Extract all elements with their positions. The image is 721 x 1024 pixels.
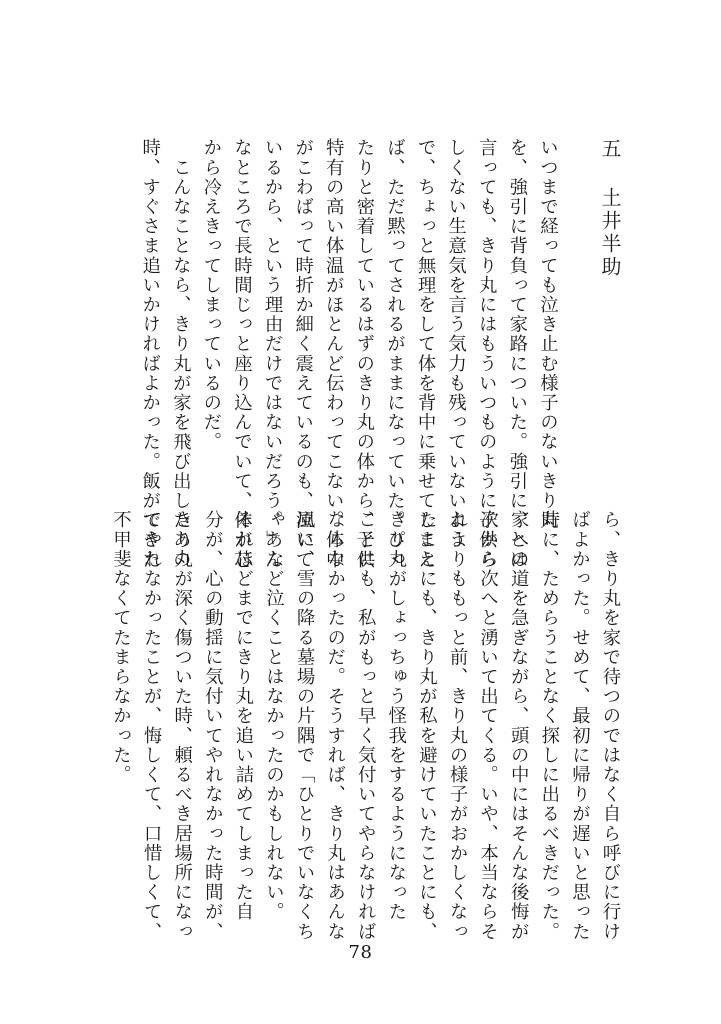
text-line: なところで長時間じっと座り込んでいて、体が芯: [231, 138, 253, 570]
text-line: きり丸がしょっちゅう怪我をするようになった: [385, 510, 407, 922]
upper-text-block: [134, 138, 625, 570]
text-line: 時に、ためらうことなく探しに出るべきだった。: [538, 510, 560, 942]
text-line: 風に、雪の降る墓場の片隅で「ひとりでいなくち: [294, 510, 316, 942]
text-line: ゃ」など泣くことはなかったのかもしれない。: [263, 510, 285, 922]
chapter-heading: [594, 138, 625, 508]
chapter-title: 土井半助: [598, 187, 622, 279]
text-line: ばよかった。せめて、最初に帰りが遅いと思った: [569, 510, 591, 942]
text-line: ば、ただ黙ってされるがままになっていた。ぴっ: [384, 138, 406, 570]
text-line: いつまで経っても泣き止む様子のないきり丸: [537, 138, 559, 530]
text-line: しくない生意気を言う気力も残っていないよう: [445, 138, 467, 550]
text-line: 家への道を急ぎながら、頭の中にはそんな後悔が: [508, 510, 530, 942]
text-line: きり丸が深く傷ついた時、頼るべき居場所になっ: [171, 510, 193, 942]
text-line: それほどまでにきり丸を追い詰めてしまった自: [232, 510, 254, 922]
text-line: ら、きり丸を家で待つのではなく自ら呼びに行け: [600, 510, 621, 942]
text-line: を、強引に背負って家路についた。強引に、とは: [506, 138, 528, 570]
lower-text-block: [105, 510, 625, 942]
text-line: 時、すぐさま追いかければよかった。飯ができた: [139, 138, 161, 570]
text-line: 特有の高い体温がほとんど伝わってこない。体中: [323, 138, 345, 570]
text-line: てやれなかったことが、悔しくて、口惜しくて、: [141, 510, 163, 942]
text-line: 分が、心の動揺に気付いてやれなかった時間が、: [202, 510, 224, 942]
text-line: いるから、という理由だけではないだろう。あん: [262, 138, 284, 570]
text-line: から冷えきってしまっているのだ。: [200, 138, 222, 452]
text-line: こんなことなら、きり丸が家を飛び出したあの: [170, 138, 192, 570]
text-line: で、ちょっと無理をして体を背中に乗せてしまえ: [415, 138, 437, 570]
text-line: たりと密着しているはずのきり丸の体から、子供: [353, 138, 375, 570]
text-line: れよりももっと前、きり丸の様子がおかしくなっ: [447, 510, 469, 942]
text-line: ならなかったのだ。そうすれば、きり丸はあんな: [324, 510, 346, 942]
text-line: 不甲斐なくてたまらなかった。: [110, 510, 132, 785]
text-line: ことにも、私がもっと早く気付いてやらなければ: [355, 510, 377, 942]
page-number: 78: [348, 942, 373, 963]
text-line: たことにも、きり丸が私を避けていたことにも、: [416, 510, 438, 942]
text-line: がこわばって時折か細く震えているのも、泣いて: [292, 138, 314, 570]
text-line: 次から次へと湧いて出てくる。いや、本当ならそ: [477, 510, 499, 942]
chapter-number: 五: [598, 138, 622, 161]
text-line: 言っても、きり丸にはもういつものように子供ら: [476, 138, 498, 570]
